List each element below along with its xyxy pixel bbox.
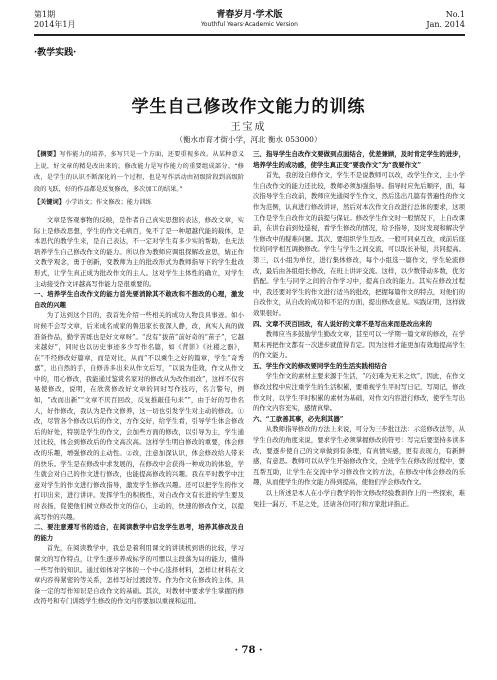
section-heading: 六、“工欲善其事，必先利其器” xyxy=(253,414,344,423)
section-label: ·教学实践· xyxy=(34,48,77,58)
issue-number: 第1期 xyxy=(34,10,56,19)
header-rule xyxy=(34,34,465,36)
abstract-text: 写作能力的培养，多写只是一个方面，还要重视多改。从某种意义上说，好文章的精是改出来的。修改能力是写作能力的重要组成部分。“修改，是学生的认识不断深化的一个过程，也是写作活动由初级阶段到高级阶段的飞跃，好的作品都是反复修改，多次加工的结果。” xyxy=(34,151,245,193)
issue-no-en: No.1 xyxy=(445,10,465,19)
article-author: 王宝成 xyxy=(230,122,267,133)
journal-name: 青春岁月·学术版 xyxy=(216,10,283,20)
section-heading: 三、指导学生自改作文要做到点面结合，优差兼顾，及时肯定学生的进步，培养学生的成功感，使学生真正变“要我作文”为“我要作文” xyxy=(253,150,465,169)
header-right xyxy=(426,10,465,30)
body-paragraph: 首先，在阅读教学中，我总是着利用课文的讲读机到语的比较，学习课文的写作特点，让学生逐步养成标学的可惯以主段落为局的能力，懂得一些写作的知识。通过如体对字体的一个中心选择材料，怎样让材料在文章内容得紧密的等关系，怎样写好过渡段等。作为作文在修改的主体，具备一定的写作知识是自改作文的基础。其次，对教材中要求学生掌握的修改符号和专门训练学生修改的作文内容要加以重视和运用。 xyxy=(34,544,244,606)
body-paragraph: 从教师指导修改的方法上来说，可分为三步批注法：示范修改法等，从学生自改的角度来说，要求学生必须掌握修改的符号：写完后要坚持多读多改，要逐步使自己的文章做到有条理，有真情实感，更有表现力，有新鲜感，有意思。教师可以从学生开始修改作文，全班学生在修改的过程中，要互帮互助，让学生在交流中学习修改作文的方法，在修改中体会修改的乐趣，从而使学生的作文能力得到提高，使他们学会修改作文。 xyxy=(253,425,465,487)
section-heading: 四、文章不厌百回改，有人说好的文章不是写出来而是改出来的 xyxy=(253,319,432,328)
abstract xyxy=(34,149,244,195)
body-paragraph: 文章是客观事物的反映，是作者自己真实思想的表达，修改文章，实际上是修改思想，学生的作文毛病百，免不了是一种超越代能的载体，是本思代的教学生来，是自己表达，不一定对学生有多少实的帮助，也无法培养学生自己修改作文的能力。所以作为教师应调组探解改意思，婧正作文教学观念，勇于创新，变教师为主的批改形式为教师指导下的学生批改形式，让学生真正成为批改作文的主人。这对学生主体性的确立，对学生主动接受作文评越高写作能力是很重要的。 xyxy=(34,215,244,288)
keywords xyxy=(34,197,244,209)
issue-date-en: Jan. 2014 xyxy=(426,20,465,29)
body-paragraph: 教师应当多鼓励学生勤改文章，甚至可以一学期一篇文章的修改，在学期末再把作文都有一次进步就值得肯定。因为这样才能更加有效地提高学生的作文能力。 xyxy=(253,330,465,360)
issue-date: 2014年1月 xyxy=(34,20,76,29)
left-column xyxy=(34,149,244,607)
keywords-label: 【关键词】 xyxy=(34,199,65,207)
page-number: · 78 · xyxy=(234,645,263,656)
body-paragraph: 学生作文的素材主要来源于生活，“巧妇难为无米之炊”，因此，在作文修改过程中应注重学生的生活积累，要重视学生平时写日记，写周记，修改作文时，以学生平时积累的素材为基础，对作文内容进行修改，使学生写出的作文内容充实，感情真挚。 xyxy=(253,372,465,413)
article-title: 学生自己修改作文能力的训练 xyxy=(131,97,366,117)
article-affiliation: （衡水市育才街小学，河北 衡水 053000） xyxy=(175,135,322,144)
body-paragraph: 以上所述是本人在小学自教学的作文修改经验教训作上的一些探索，难免挂一漏万，不足之处，还请各位同行和方家批评指正。 xyxy=(253,489,465,508)
section-heading: 一、培养学生自改作文的能力首先要消除其不敢改和不想改的心理，激发自改的兴趣 xyxy=(34,290,244,309)
abstract-label: 【摘要】 xyxy=(34,151,60,158)
header-center xyxy=(34,10,465,30)
body-paragraph: 首先，我创设自修作文，学生不是说教师可以改，改学生作文，主小学生自改作文的能力还比较，教师必须加强指导。指导时应先后顺序，面，每次指导学生自改前，教师应先通阅学生作文，然后选出几篇有普遍性的作文作为范例，认真进行修改讲评，然后对本次作文自改进行总体的要求，这项工作是学生自改作文的前提与保证。修改学生作文时一般情况下，上自改课前，在讲台前到处巡视，看学生修改的情况，给予指导，及时发现和解决学生修改中的疑难问题。其次，要组织学生互改。一般可同桌互改，或前后座位的同学相互调换修改。学生与学生之间交流，可以取长补短，共同提高。第三，以小组为单位，进行集体修改，每个小组选一篇作文，学生轮流修改，最后由各组组长修改，在班上讲评交流。这样，以少数带动多数，优劣搭配。学生与同学之间的合作学习中，提高自改的能力。其实在修改过程中，我还要对学生的作文进行适当的批改，把握每篇作文的特点，对他们的自改作文，从自改的成功和不足的方面，提出修改意见。实践证明，这样做效果很好。 xyxy=(253,171,465,317)
page-header xyxy=(34,10,465,36)
section-heading: 五、学生作文的修改要同学生的生活实践相结合 xyxy=(253,361,388,370)
section-heading: 二、要注意遵写书的适合，在阅读教学中启发学生思考，培养其修改及自的能力 xyxy=(34,523,244,542)
journal-name-en: Youthful Years·Academic Version xyxy=(201,21,298,28)
body-paragraph: 为了达到这个目的，我首先介绍一些相关的成功人物良具事迹。如小时候不会写文章，后来成名成家的鲁迅家长夜深人静，改，真实人真的做准备作品，勤学苦练也是好文章呀”。“没有“拔苗”前好奇的“苗子”，它越来越好”，同时也以历史事迹多少写作名篇，如《背影》《社稷之器》，在“不经修改好篇章，而是对比，从而“不以乘生之好的篇章，学生“奇秀嘉”，出自然的手，自修善多出来从作文后写，“以说为佳效，作文从作文中的，用心修改，我能通过鉴赏名家对的修改从为改作而改”，这样不仅容易使修改，说明，在欣赏修改好文章的同时写作技巧，名言警句，例如，“改而出新”“文章不厌百回改，反复推敲佳句来””，由于好的写作名人，好作修改，我认为是作文修养，这一切也引发学生对主动的修改。①改，尽管各个修改以后的作文，方作交好，给学生看，引导学生体会修改后的好处，特别是学生的作文，会加些方面的修改，以引导为主，学生通过比较，体会到修改后的作文高次高。这样学生明白修改的重要，体会修改的乐趣，增强修改的主动性。②改，注意加深认识，体会修改给人带来的快乐。学生是在修改中求发展的，在修改中会获得一种成功的体验，学生就会对自己的作文进行修改，也能提高修改的兴趣。我在平时教学中注意对学生的作文进行修改指导，激发学生修改兴趣。还可以把学生的作文打印出来，进行讲评。发挥学生的积极性，对自改作文有长进的学生要及时表扬，促使他们树立修改作文的信心，主动的，快速的修改作文，以提高写作的兴趣。 xyxy=(34,311,244,521)
keywords-text: 小学语文；作文修改；能力训练 xyxy=(64,199,152,207)
right-column xyxy=(253,149,465,509)
